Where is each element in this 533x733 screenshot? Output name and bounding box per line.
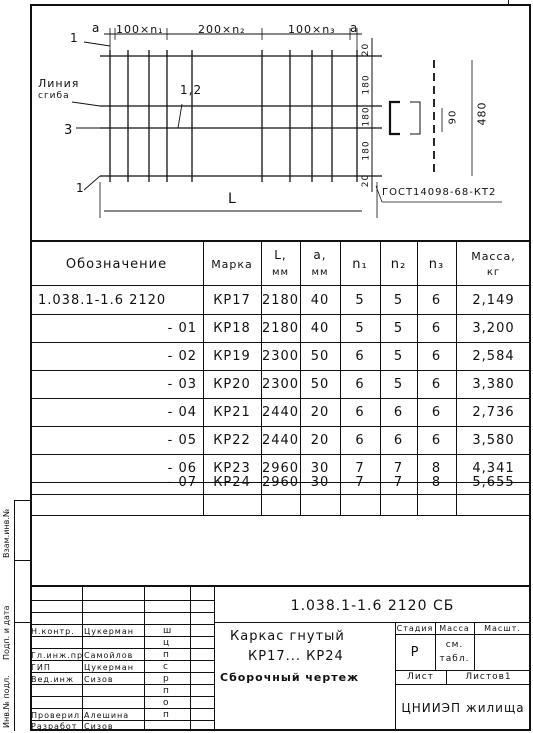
header-mass-unit: кг	[486, 266, 501, 278]
header-L-unit: мм	[271, 266, 290, 278]
table-bottom-line	[30, 515, 531, 516]
tb-staff-line-3	[30, 624, 214, 625]
header-L-top: L,	[274, 248, 287, 262]
row-4-mark: КР21	[213, 404, 251, 420]
header-mark: Марка	[211, 258, 253, 271]
gost-label: ГОСТ14098-68-КТ2	[382, 187, 497, 198]
staff-name-5: Сизов	[84, 722, 114, 731]
row-6-designation: - 06	[167, 460, 197, 476]
profile-dim-90: 90	[447, 109, 459, 125]
tb-staff-line-5	[30, 648, 214, 649]
dim-a-left: a	[92, 21, 101, 35]
staff-name-4: Алешина	[84, 711, 130, 720]
row-5-n3: 6	[431, 432, 442, 448]
row-1-a: 40	[310, 320, 330, 336]
row-5-a: 20	[310, 432, 330, 448]
row-6-mass: 4,341	[472, 460, 515, 476]
row-0-a: 40	[310, 292, 330, 308]
callout-1-2: 1,2	[180, 83, 203, 97]
row-5-mark: КР22	[213, 432, 251, 448]
row-1-n1: 5	[355, 320, 365, 336]
tb-col-names-end	[144, 585, 145, 731]
row-3-mass: 3,380	[472, 376, 515, 392]
sign-mark-4: р	[163, 674, 170, 684]
margin-label-replace: Взам.инв.№	[2, 508, 11, 558]
dim-n2: 200×n₂	[198, 23, 246, 36]
tb-col-sign-end	[190, 585, 191, 731]
dim-n3: 100×n₃	[288, 23, 336, 36]
row-3-n3: 6	[431, 376, 442, 392]
row-0-designation: 1.038.1-1.6 2120	[38, 292, 167, 308]
row-6-n3: 8	[431, 460, 442, 476]
tb-sheet-line-2	[395, 684, 531, 685]
row-6-L: 2960	[261, 460, 300, 476]
right-dim-180-3: 180	[361, 140, 372, 161]
margin-divider-2	[14, 560, 30, 561]
row-4-L: 2440	[261, 404, 300, 420]
scale-label: Масшт.	[484, 624, 521, 633]
row-3-designation: - 03	[167, 376, 197, 392]
staff-name-0: Цукерман	[84, 627, 134, 636]
right-dim-20-bottom: 20	[361, 173, 372, 188]
row-2-mass: 2,584	[472, 348, 515, 364]
row-7-designation: - 07	[167, 474, 197, 490]
header-a-unit: мм	[311, 266, 329, 278]
row-1-n3: 6	[431, 320, 442, 336]
tb-staff-line-9	[30, 696, 214, 697]
row-7-n3: 8	[431, 474, 442, 490]
mass-label: Масса	[439, 624, 470, 633]
row-1-mark: КР18	[213, 320, 251, 336]
title-line-1: Каркас гнутый	[230, 629, 345, 644]
row-3-n1: 6	[355, 376, 365, 392]
stage-label: Стадия	[396, 624, 434, 633]
mass-value-2: табл.	[439, 654, 470, 664]
sign-mark-3: с	[163, 662, 169, 672]
callout-1-bottom: 1	[76, 181, 85, 195]
row-4-mass: 2,736	[472, 404, 515, 420]
stage-value: Р	[410, 644, 420, 660]
dim-length: L	[228, 191, 237, 207]
header-a-top: a,	[313, 248, 327, 262]
row-2-n3: 6	[431, 348, 442, 364]
row-7-a: 30	[310, 474, 330, 490]
row-3-mark: КР20	[213, 376, 251, 392]
organization: ЦНИИЭП жилища	[401, 701, 525, 715]
row-3-n2: 5	[393, 376, 404, 392]
tb-staff-line-1	[30, 600, 214, 601]
row-7-L: 2960	[261, 474, 300, 490]
row-5-n2: 6	[393, 432, 404, 448]
row-6-n2: 7	[393, 460, 404, 476]
header-mass-top: Масса,	[471, 249, 516, 263]
tb-staff-line-10	[30, 708, 214, 709]
row-3-L: 2300	[261, 376, 300, 392]
row-7-mass: 5,655	[472, 474, 515, 490]
margin-strip-line	[14, 500, 15, 731]
row-2-n2: 5	[393, 348, 404, 364]
row-0-mass: 2,149	[472, 292, 515, 308]
margin-divider-1	[14, 500, 30, 501]
tb-staff-line-8	[30, 684, 214, 685]
right-dim-180-1: 180	[361, 74, 372, 95]
header-designation: Обозначение	[65, 257, 168, 272]
sign-mark-7: п	[163, 710, 170, 720]
title-line-3: Сборочный чертеж	[220, 671, 360, 684]
title-line-2: КР17... КР24	[248, 649, 344, 664]
mass-value-1: см.	[445, 640, 464, 650]
header-n3: n₃	[428, 257, 445, 272]
row-0-n1: 5	[355, 292, 365, 308]
title-block-top	[30, 585, 531, 587]
tb-staff-line-2	[30, 612, 214, 613]
sign-mark-0: ш	[163, 626, 173, 636]
header-n1: n₁	[352, 257, 368, 272]
doc-code: 1.038.1-1.6 2120 СБ	[290, 598, 455, 614]
sheets-label: Листов1	[465, 672, 512, 682]
row-2-mark: КР19	[213, 348, 251, 364]
staff-name-3: Сизов	[84, 675, 114, 684]
header-a	[300, 244, 340, 285]
tb-stage-header-line	[395, 634, 531, 635]
row-3-a: 50	[310, 376, 330, 392]
line-label-2: сгиба	[38, 91, 70, 101]
dim-n1: 100×n₁	[116, 23, 164, 36]
row-6-mark: КР23	[213, 460, 251, 476]
row-4-a: 20	[310, 404, 330, 420]
profile-dim-480: 480	[475, 101, 489, 126]
sign-mark-1: ц	[163, 638, 171, 648]
margin-label-sign: Подп. и дата	[2, 605, 11, 660]
row-2-a: 50	[310, 348, 330, 364]
margin-label-inv: Инв.№ подл.	[2, 675, 11, 728]
staff-role-3: Вед.инж	[31, 675, 75, 684]
row-7-n2: 7	[393, 474, 404, 490]
staff-role-0: Н.контр.	[31, 627, 75, 636]
staff-role-4: Проверил	[31, 711, 81, 720]
right-dim-20-top: 20	[361, 42, 372, 57]
line-label-1: Линия	[38, 77, 80, 90]
row-1-mass: 3,200	[472, 320, 515, 336]
dim-a-right: a	[350, 21, 359, 35]
row-4-n2: 6	[393, 404, 404, 420]
row-1-n2: 5	[393, 320, 404, 336]
row-7-n1: 7	[355, 474, 365, 490]
staff-name-2: Цукерман	[84, 663, 134, 672]
row-4-designation: - 04	[167, 404, 197, 420]
staff-role-2: ГИП	[31, 663, 51, 672]
row-0-mark: КР17	[213, 292, 251, 308]
tb-staff-line-4	[30, 636, 214, 637]
row-1-L: 2180	[261, 320, 300, 336]
sheet-label: Лист	[407, 672, 434, 682]
header-n2: n₂	[390, 257, 407, 272]
row-5-designation: - 05	[167, 432, 197, 448]
sign-mark-2: п	[163, 650, 170, 660]
row-0-L: 2180	[261, 292, 300, 308]
staff-role-5: Разработ	[31, 722, 78, 731]
tb-staff-line-11	[30, 720, 214, 721]
sign-mark-6: о	[163, 698, 170, 708]
row-7-mark: КР24	[213, 474, 251, 490]
tb-staff-line-7	[30, 672, 214, 673]
row-5-n1: 6	[355, 432, 365, 448]
row-0-n3: 6	[431, 292, 442, 308]
header-mass	[456, 244, 531, 285]
header-L	[261, 244, 300, 285]
staff-name-1: Самойлов	[84, 651, 134, 660]
row-2-n1: 6	[355, 348, 365, 364]
staff-role-1: Гл.инж.пр	[31, 651, 84, 660]
row-2-L: 2300	[261, 348, 300, 364]
row-4-n1: 6	[355, 404, 365, 420]
row-0-n2: 5	[393, 292, 404, 308]
sign-mark-5: п	[163, 686, 170, 696]
right-dim-180-2: 180	[361, 106, 372, 127]
row-1-designation: - 01	[167, 320, 197, 336]
row-5-L: 2440	[261, 432, 300, 448]
row-5-mass: 3,580	[472, 432, 515, 448]
row-4-n3: 6	[431, 404, 442, 420]
callout-1-top: 1	[70, 31, 79, 45]
row-6-n1: 7	[355, 460, 365, 476]
row-6-a: 30	[310, 460, 330, 476]
tb-staff-line-6	[30, 660, 214, 661]
margin-divider-3	[14, 622, 30, 623]
row-2-designation: - 02	[167, 348, 197, 364]
callout-3: 3	[64, 123, 74, 138]
